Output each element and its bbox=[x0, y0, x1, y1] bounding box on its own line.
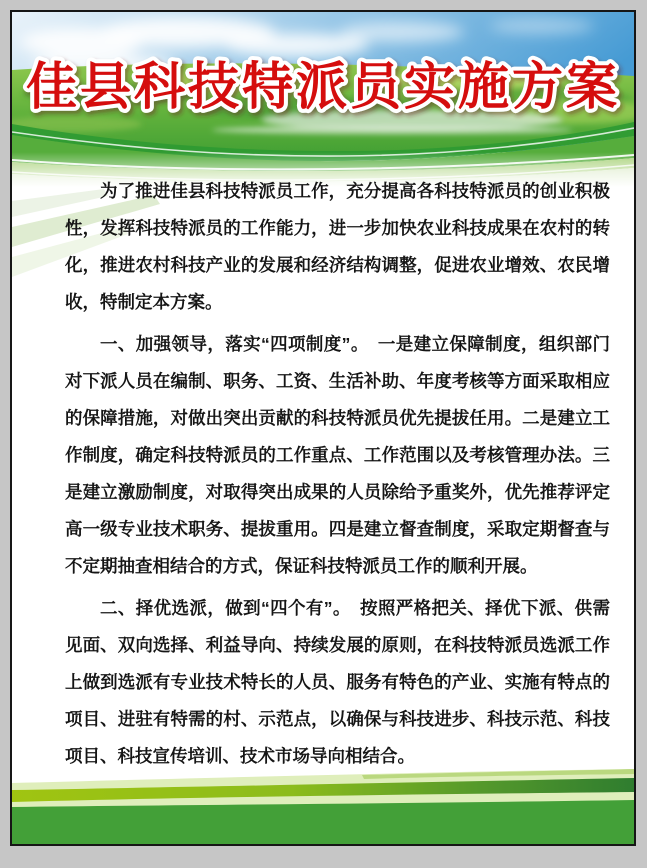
paragraph-section-two: 二、择优选派，做到“四个有”。 按照严格把关、择优下派、供需见面、双向选择、利益导向、持续发展的原则，在科技特派员选派工作上做到选派有专业技术特长的人员、服务有特色的产业、实施有特点的项目、进驻有特需的村、示范点，以确保与科技进步、科技示范、科技项目、科技宣传培训、技术市场导向相结合。 bbox=[65, 598, 610, 766]
footer-waves bbox=[12, 768, 634, 844]
poster-title: 佳县科技特派员实施方案 bbox=[25, 58, 621, 115]
footer-solid-block bbox=[12, 800, 634, 844]
poster-title-block bbox=[12, 36, 634, 128]
body-content bbox=[12, 173, 634, 780]
paragraph-section-one: 一、加强领导，落实“四项制度”。 一是建立保障制度，组织部门对下派人员在编制、职务、工资、生活补助、年度考核等方面采取相应的保障措施，对做出突出贡献的科技特派员优先提拔任用。二是建立工作制度，确定科技特派员的工作重点、工作范围以及考核管理办法。三是建立激励制度，对取得突出成果的人员除给予重奖外，优先推荐评定高一级专业技术职务、提拔重用。四是建立督查制度，采取定期督查与不定期抽查相结合的方式，保证科技特派员工作的顺利开展。 bbox=[65, 334, 610, 576]
poster bbox=[10, 10, 636, 846]
paragraph-intro: 为了推进佳县科技特派员工作，充分提高各科技特派员的创业积极性，发挥科技特派员的工作能力，进一步加快农业科技成果在农村的转化，推进农村科技产业的发展和经济结构调整，促进农业增效、农民增收，特制定本方案。 bbox=[65, 181, 610, 312]
header-banner bbox=[12, 12, 634, 187]
